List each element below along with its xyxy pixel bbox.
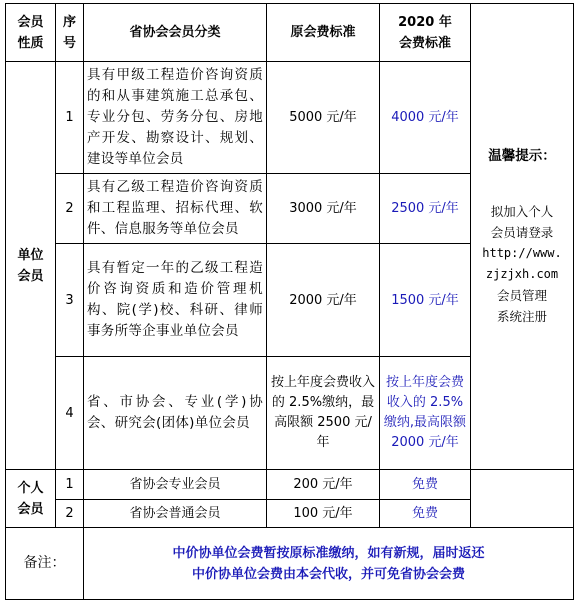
notes-label: 备注： (6, 528, 84, 600)
tip-title: 温馨提示： (488, 148, 556, 164)
unit-member-label (6, 62, 56, 470)
header-year: 2020 年 (398, 14, 452, 30)
table-row (6, 470, 574, 500)
row-seq: 2 (56, 500, 84, 528)
row-original-fee: 5000 元/年 (267, 62, 380, 174)
row-new-fee: 按上年度会费收入的 2.5%缴纳,最高限额 2000 元/年 (380, 357, 471, 470)
tip-line-6: 系统注册 (496, 309, 547, 324)
row-new-fee: 2500 元/年 (380, 174, 471, 244)
row-new-fee: 免费 (380, 500, 471, 528)
header-new-standard: 会费标准 (398, 35, 451, 51)
row-description: 省协会普通会员 (84, 500, 267, 528)
row-description: 省协会专业会员 (84, 470, 267, 500)
tip-line-5: 会员管理 (496, 288, 547, 303)
tip-cell (471, 4, 574, 470)
row-description: 具有乙级工程造价咨询资质和工程监理、招标代理、软件、信息服务等单位会员 (84, 174, 267, 244)
row-description: 具有暂定一年的乙级工程造价咨询资质和造价管理机构、院(学)校、科研、律师事务所等企事业单位会员 (84, 244, 267, 357)
empty-cell (471, 470, 574, 528)
notes-content (84, 528, 574, 600)
row-original-fee: 按上年度会费收入的 2.5%缴纳，最高限额 2500 元/年 (267, 357, 380, 470)
personal-member-label-text: 个人会员 (17, 480, 44, 517)
header-seq-text: 序号 (62, 14, 76, 51)
row-new-fee: 免费 (380, 470, 471, 500)
tip-line-1: 拟加入个人 (490, 204, 554, 219)
header-seq (56, 4, 84, 62)
header-member-type (6, 4, 56, 62)
row-original-fee: 200 元/年 (267, 470, 380, 500)
row-seq: 1 (56, 470, 84, 500)
row-seq: 4 (56, 357, 84, 470)
row-description: 省、市协会、专业(学)协会、研究会(团体)单位会员 (84, 357, 267, 470)
tip-line-2: 会员请登录 (490, 225, 554, 240)
row-original-fee: 3000 元/年 (267, 174, 380, 244)
row-seq: 1 (56, 62, 84, 174)
row-new-fee: 1500 元/年 (380, 244, 471, 357)
fee-table-container (5, 3, 574, 600)
table-header-row (6, 4, 574, 62)
header-member-type-text: 会员性质 (17, 14, 44, 51)
personal-member-label (6, 470, 56, 528)
header-2020-fee (380, 4, 471, 62)
note-line-1: 中价协单位会费暂按原标准缴纳，如有新规，届时返还 (172, 545, 485, 561)
row-original-fee: 2000 元/年 (267, 244, 380, 357)
row-seq: 3 (56, 244, 84, 357)
header-category: 省协会会员分类 (84, 4, 267, 62)
notes-row (6, 528, 574, 600)
note-line-2: 中价协单位会费由本会代收，并可免省协会会费 (191, 566, 465, 582)
tip-url-line-2[interactable]: zjzjxh.com (485, 267, 559, 281)
row-description: 具有甲级工程造价咨询资质的和从事建筑施工总承包、专业分包、劳务分包、房地产开发、勘察设计、规划、建设等单位会员 (84, 62, 267, 174)
header-original-fee: 原会费标准 (267, 4, 380, 62)
row-seq: 2 (56, 174, 84, 244)
membership-fee-table (5, 3, 574, 600)
row-new-fee: 4000 元/年 (380, 62, 471, 174)
row-original-fee: 100 元/年 (267, 500, 380, 528)
tip-url-line-1[interactable]: http://www. (482, 246, 562, 260)
unit-member-label-text: 单位会员 (17, 247, 44, 284)
